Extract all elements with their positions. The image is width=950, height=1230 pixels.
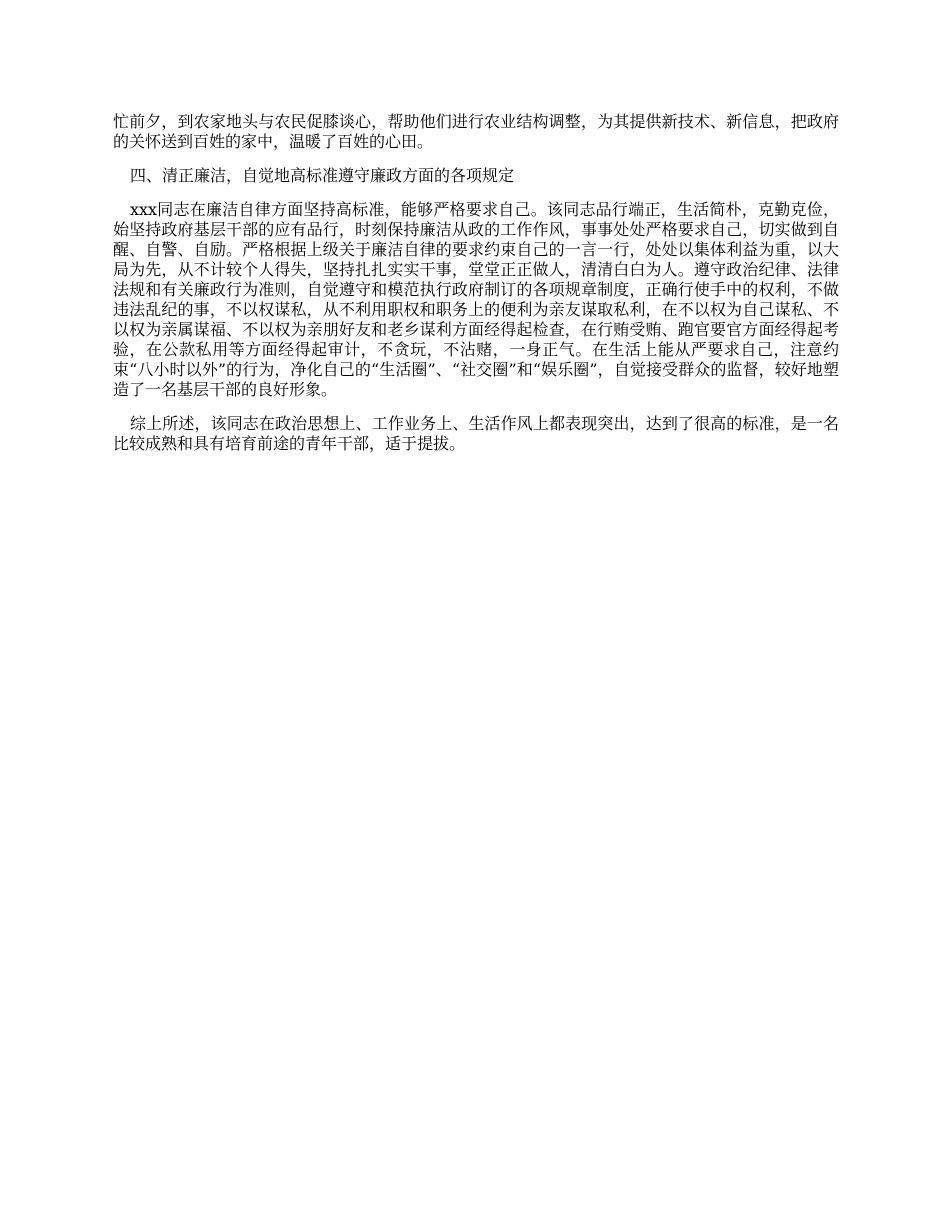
paragraph-integrity: xxx同志在廉洁自律方面坚持高标准，能够严格要求自己。该同志品行端正，生活简朴，克勤克俭，始坚持政府基层干部的应有品行，时刻保持廉洁从政的工作作风，事事处处严格要求自己，切实做到自醒、自警、自励。严格根据上级关于廉洁自律的要求约束自己的一言一行，处处以集体利益为重，以大局为先，从不计较个人得失，坚持扎扎实实干事，堂堂正正做人，清清白白为人。遵守政治纪律、法律法规和有关廉政行为准则，自觉遵守和模范执行政府制订的各项规章制度，正确行使手中的权利，不做违法乱纪的事，不以权谋私，从不利用职权和职务上的便利为亲友谋取私利，在不以权为自己谋私、不以权为亲属谋福、不以权为亲朋好友和老乡谋利方面经得起检查，在行贿受贿、跑官要官方面经得起考验，在公款私用等方面经得起审计，不贪玩，不沾赌，一身正气。在生活上能从严要求自己，注意约束“八小时以外”的行为，净化自己的“生活圈”、“社交圈”和“娱乐圈”，自觉接受群众的监督，较好地塑造了一名基层干部的良好形象。: [113, 200, 839, 399]
paragraph-conclusion: 综上所述，该同志在政治思想上、工作业务上、生活作风上都表现突出，达到了很高的标准，是一名比较成熟和具有培育前途的青年干部，适于提拔。: [113, 414, 839, 453]
section-heading-four: 四、清正廉洁，自觉地高标准遵守廉政方面的各项规定: [130, 166, 515, 185]
paragraph-continuation: 忙前夕，到农家地头与农民促膝谈心，帮助他们进行农业结构调整，为其提供新技术、新信息，把政府的关怀送到百姓的家中，温暖了百姓的心田。: [113, 112, 839, 151]
document-page: [113, 112, 839, 468]
